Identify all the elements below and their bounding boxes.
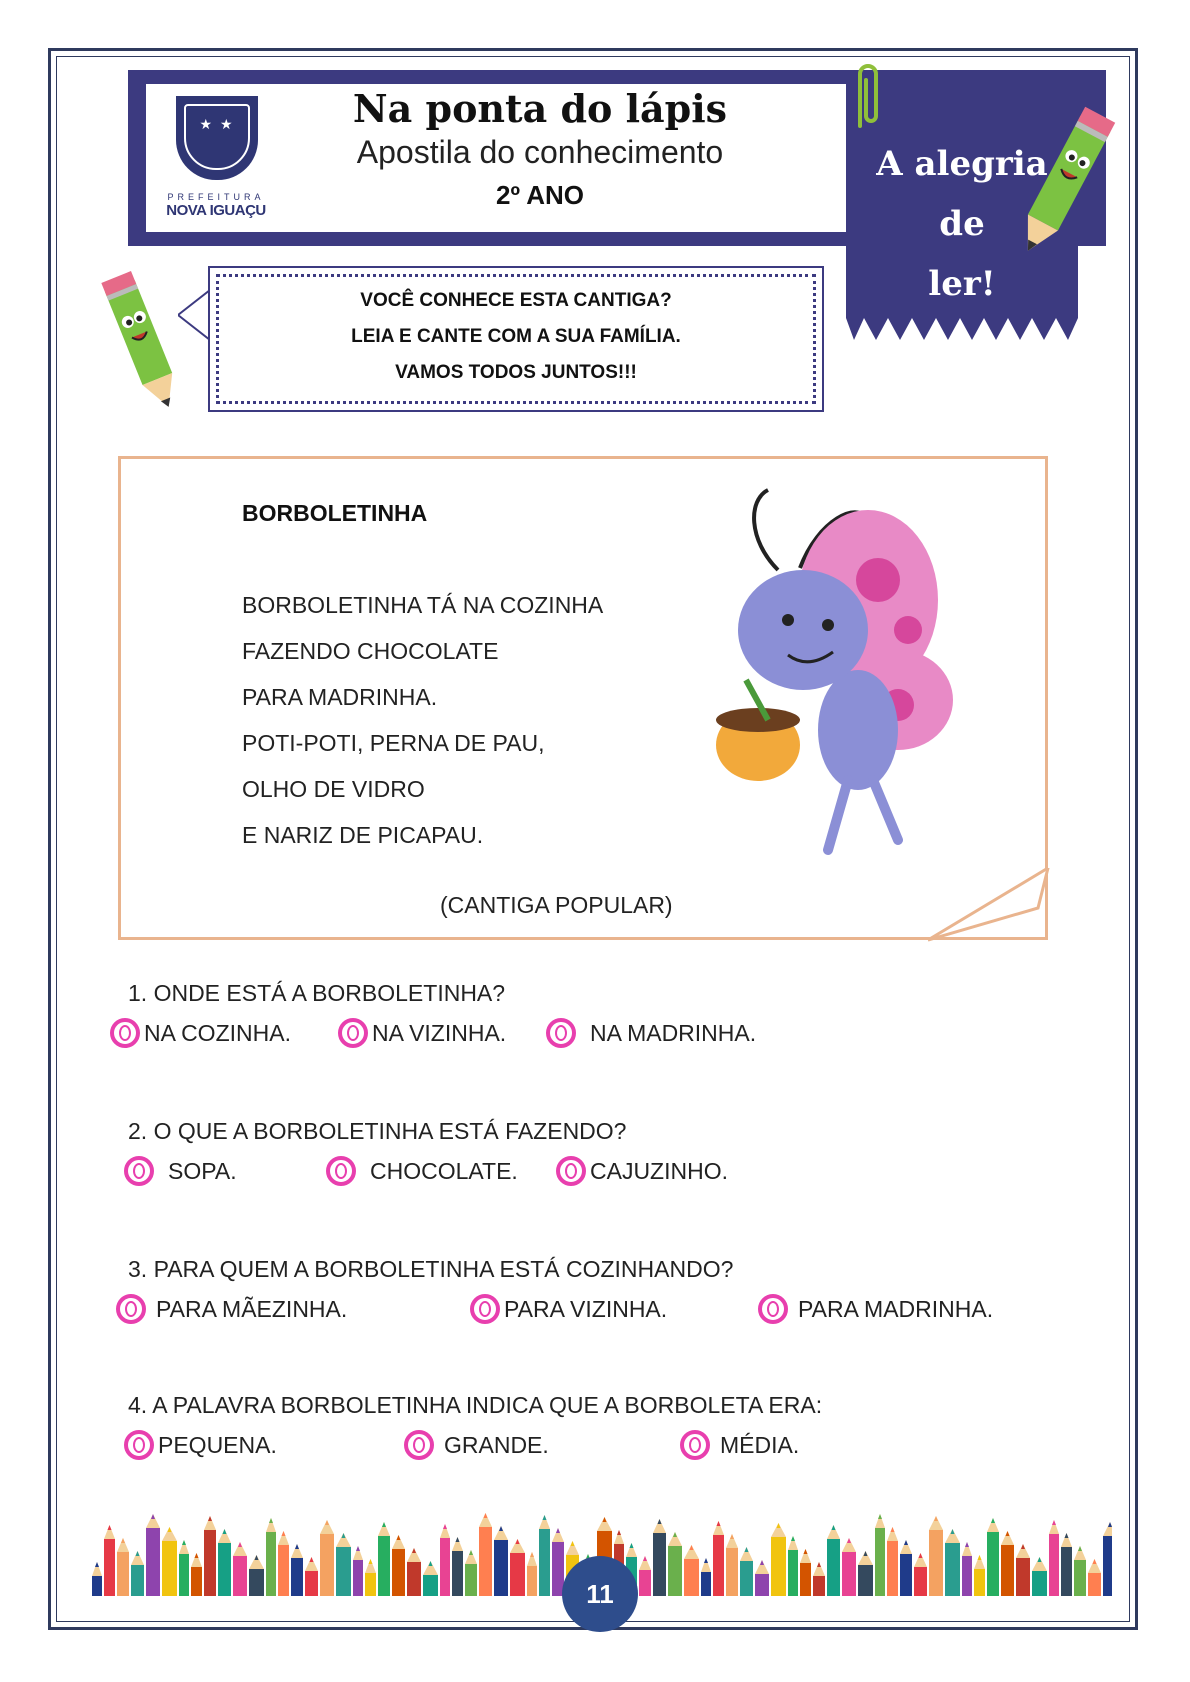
- radio-circle-icon[interactable]: [404, 1430, 434, 1460]
- booklet-subtitle: Apostila do conhecimento: [356, 134, 724, 170]
- q3-option-1[interactable]: PARA MÃEZINHA.: [116, 1294, 347, 1324]
- q2-option-2[interactable]: CHOCOLATE.: [326, 1156, 518, 1186]
- radio-circle-icon[interactable]: [470, 1294, 500, 1324]
- q3-option-3[interactable]: PARA MADRINHA.: [758, 1294, 993, 1324]
- page-number-badge: 11: [562, 1556, 638, 1632]
- butterfly-illustration-icon: [708, 480, 978, 880]
- q4-option-2[interactable]: GRANDE.: [404, 1430, 549, 1460]
- q1-option-3[interactable]: NA MADRINHA.: [546, 1018, 756, 1048]
- q2-option-1[interactable]: SOPA.: [124, 1156, 237, 1186]
- question-4: 4. A PALAVRA BORBOLETINHA INDICA QUE A BORBOLETA ERA:: [128, 1392, 823, 1418]
- poem-line: OLHO DE VIDRO: [242, 776, 425, 802]
- q4-option-1[interactable]: PEQUENA.: [124, 1430, 277, 1460]
- pencil-mascot-icon: [1010, 96, 1120, 266]
- radio-circle-icon[interactable]: [680, 1430, 710, 1460]
- question-2: 2. O QUE A BORBOLETINHA ESTÁ FAZENDO?: [128, 1118, 627, 1144]
- radio-circle-icon[interactable]: [116, 1294, 146, 1324]
- poem-title: BORBOLETINHA: [242, 500, 428, 526]
- poem-source: (CANTIGA POPULAR): [440, 892, 673, 918]
- radio-circle-icon[interactable]: [758, 1294, 788, 1324]
- paperclip-icon: [848, 60, 888, 130]
- crest-icon: ★ ★: [176, 96, 258, 180]
- poem-line: FAZENDO CHOCOLATE: [242, 638, 499, 664]
- speech-line-3: VAMOS TODOS JUNTOS!!!: [395, 362, 637, 383]
- radio-circle-icon[interactable]: [124, 1430, 154, 1460]
- speech-line-2: LEIA E CANTE COM A SUA FAMÍLIA.: [351, 326, 681, 347]
- radio-circle-icon[interactable]: [556, 1156, 586, 1186]
- radio-circle-icon[interactable]: [546, 1018, 576, 1048]
- prefeitura-logo: [160, 96, 272, 220]
- q4-option-3[interactable]: MÉDIA.: [680, 1430, 799, 1460]
- radio-circle-icon[interactable]: [326, 1156, 356, 1186]
- poem-line: E NARIZ DE PICAPAU.: [242, 822, 484, 848]
- booklet-title: Na ponta do lápis: [352, 86, 728, 131]
- q1-option-1[interactable]: NA COZINHA.: [110, 1018, 291, 1048]
- radio-circle-icon[interactable]: [124, 1156, 154, 1186]
- logo-prefix: PREFEITURA: [167, 192, 265, 202]
- logo-name: NOVA IGUAÇU: [166, 202, 266, 219]
- radio-circle-icon[interactable]: [338, 1018, 368, 1048]
- banner-text: A alegria de ler!: [876, 144, 1048, 304]
- radio-circle-icon[interactable]: [110, 1018, 140, 1048]
- q2-option-3[interactable]: CAJUZINHO.: [556, 1156, 728, 1186]
- poem-line: PARA MADRINHA.: [242, 684, 438, 710]
- question-3: 3. PARA QUEM A BORBOLETINHA ESTÁ COZINHANDO?: [128, 1256, 734, 1282]
- q3-option-2[interactable]: PARA VIZINHA.: [470, 1294, 667, 1324]
- poem-line: BORBOLETINHA TÁ NA COZINHA: [242, 592, 604, 618]
- poem-line: POTI-POTI, PERNA DE PAU,: [242, 730, 545, 756]
- question-1: 1. ONDE ESTÁ A BORBOLETINHA?: [128, 980, 506, 1006]
- grade-label: 2º ANO: [496, 180, 584, 210]
- speech-line-1: VOCÊ CONHECE ESTA CANTIGA?: [360, 290, 672, 311]
- pencil-mascot-left-icon: [92, 266, 192, 416]
- q1-option-2[interactable]: NA VIZINHA.: [338, 1018, 506, 1048]
